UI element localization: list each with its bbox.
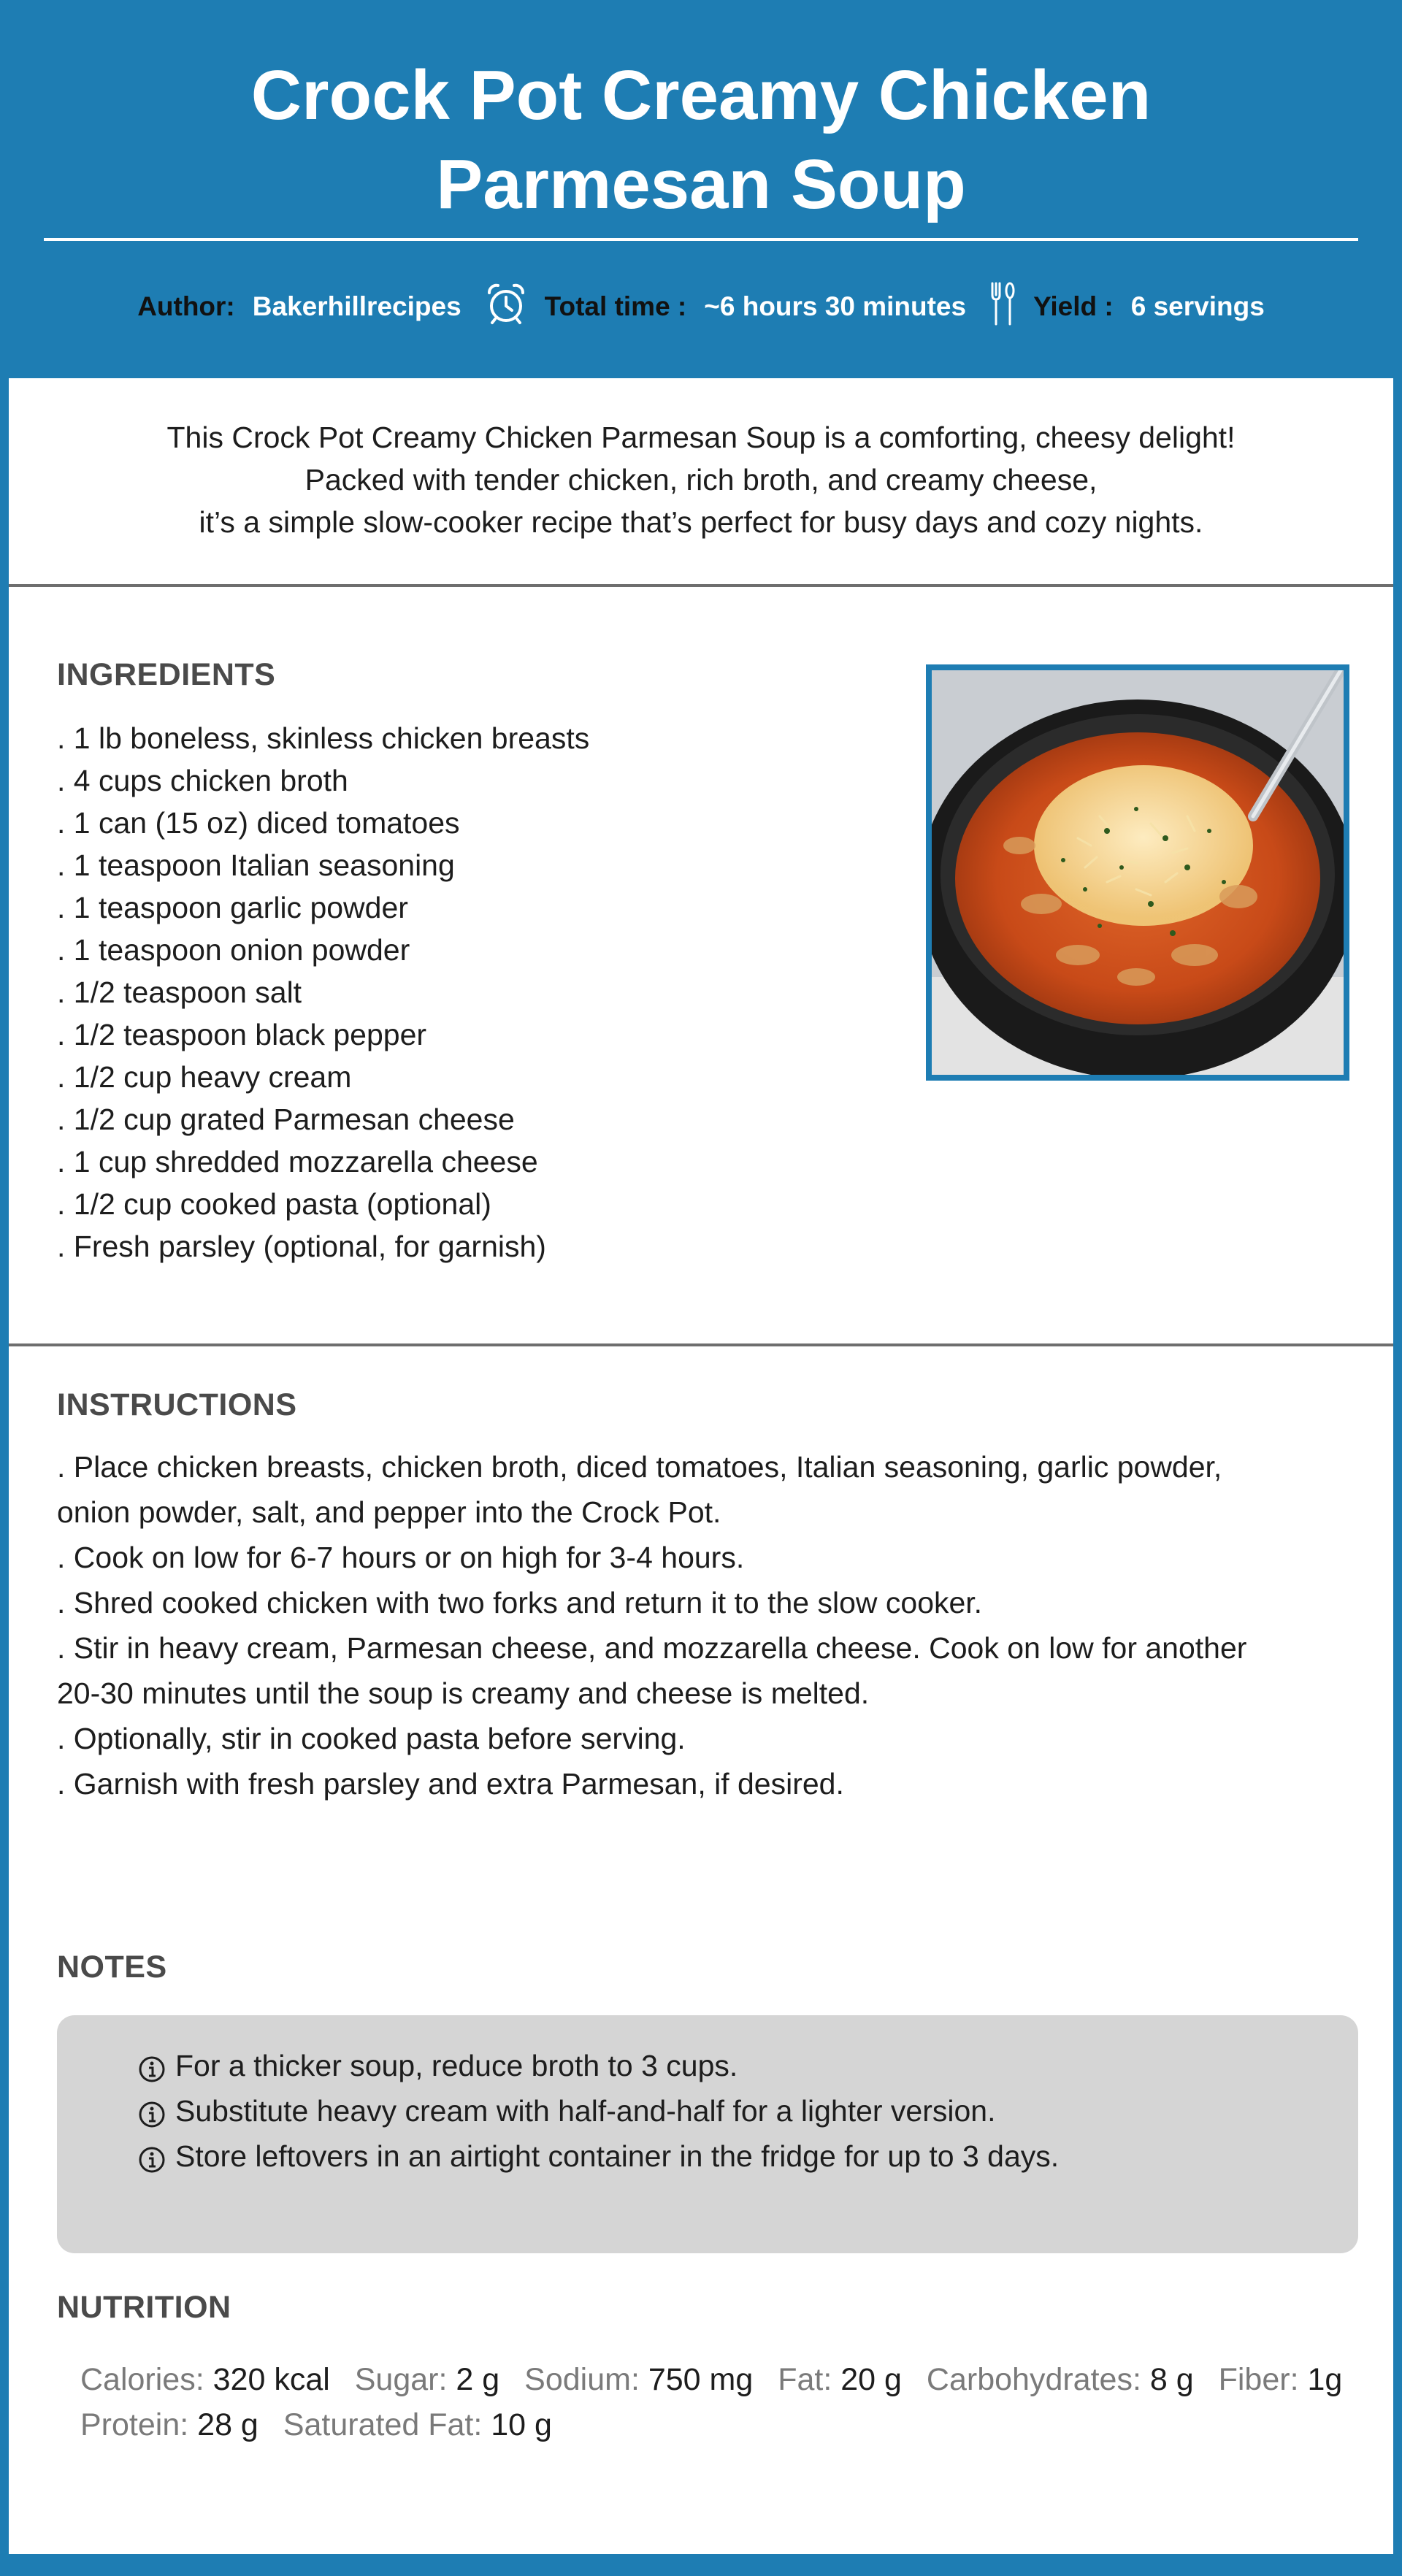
nutrition-facts — [80, 2357, 1380, 2447]
title-divider — [44, 238, 1358, 241]
instructions-list — [57, 1444, 1298, 1806]
nutrition-item — [524, 2362, 753, 2397]
section-divider — [9, 584, 1393, 587]
note-text: Substitute heavy cream with half-and-half for a lighter version. — [175, 2094, 996, 2128]
instruction-step: . Cook on low for 6-7 hours or on high for 3-4 hours. — [57, 1541, 745, 1574]
nutrition-label: Carbohydrates: — [926, 2362, 1141, 2397]
ingredient-item: . 1 teaspoon onion powder — [57, 933, 410, 967]
nutrition-value: 320 kcal — [212, 2362, 330, 2397]
instructions-heading: INSTRUCTIONS — [57, 1387, 297, 1422]
nutrition-item — [80, 2362, 330, 2397]
author-label: Author: — [137, 291, 235, 321]
nutrition-label: Protein: — [80, 2407, 189, 2442]
ingredient-item: . 1 lb boneless, skinless chicken breasts — [57, 721, 590, 755]
nutrition-label: Fat: — [778, 2362, 832, 2397]
nutrition-heading: NUTRITION — [57, 2290, 231, 2325]
ingredient-item: . 1 cup shredded mozzarella cheese — [57, 1145, 538, 1178]
nutrition-value: 1g — [1307, 2362, 1343, 2397]
ingredients-list — [57, 717, 589, 1268]
info-icon — [137, 2142, 166, 2171]
ingredients-heading: INGREDIENTS — [57, 657, 276, 692]
instruction-step: . Optionally, stir in cooked pasta before serving. — [57, 1722, 686, 1755]
instruction-step: . Stir in heavy cream, Parmesan cheese, and mozzarella cheese. Cook on low for another 20-30 minutes until the soup is creamy and cheese is melted. — [57, 1631, 1247, 1710]
note-text: For a thicker soup, reduce broth to 3 cups. — [175, 2049, 738, 2082]
notes-list — [137, 2043, 1059, 2179]
nutrition-value: 750 mg — [648, 2362, 754, 2397]
recipe-intro — [9, 416, 1393, 543]
note-item — [137, 2134, 1059, 2179]
nutrition-label: Calories: — [80, 2362, 204, 2397]
author-name: Bakerhillrecipes — [252, 291, 461, 321]
ingredient-item: . 1 teaspoon Italian seasoning — [57, 848, 455, 882]
yield-value: 6 servings — [1130, 291, 1265, 321]
ingredient-item: . 4 cups chicken broth — [57, 764, 348, 797]
recipe-card — [9, 378, 1393, 2554]
nutrition-label: Saturated Fat: — [283, 2407, 483, 2442]
ingredient-item: . 1/2 teaspoon black pepper — [57, 1018, 427, 1051]
fork-spoon-icon — [989, 282, 1016, 332]
intro-line: Packed with tender chicken, rich broth, and creamy cheese, — [304, 463, 1098, 497]
ingredient-item: . 1 can (15 oz) diced tomatoes — [57, 806, 460, 840]
ingredient-item: . 1/2 teaspoon salt — [57, 975, 302, 1009]
info-icon — [137, 2051, 166, 2080]
nutrition-value: 8 g — [1149, 2362, 1194, 2397]
note-item — [137, 2043, 1059, 2088]
intro-line: This Crock Pot Creamy Chicken Parmesan Soup is a comforting, cheesy delight! — [166, 421, 1236, 454]
recipe-title — [0, 51, 1402, 229]
recipe-meta — [0, 277, 1402, 336]
instruction-step: . Place chicken breasts, chicken broth, diced tomatoes, Italian seasoning, garlic powder, onion powder, salt, and pepper into the Crock Pot. — [57, 1450, 1222, 1529]
intro-line: it’s a simple slow-cooker recipe that’s perfect for busy days and cozy nights. — [199, 505, 1203, 539]
title-line-1: Crock Pot Creamy Chicken — [250, 56, 1152, 134]
nutrition-item — [1219, 2362, 1343, 2397]
yield-label: Yield : — [1033, 291, 1114, 321]
total-time-label: Total time : — [544, 291, 687, 321]
nutrition-item — [283, 2407, 552, 2442]
ingredient-item: . 1/2 cup cooked pasta (optional) — [57, 1187, 491, 1221]
notes-heading: NOTES — [57, 1950, 167, 1985]
title-line-2: Parmesan Soup — [436, 145, 966, 223]
notes-box — [57, 2015, 1358, 2253]
nutrition-item — [80, 2407, 258, 2442]
ingredient-item: . 1 teaspoon garlic powder — [57, 891, 408, 924]
nutrition-item — [355, 2362, 499, 2397]
nutrition-value: 2 g — [456, 2362, 500, 2397]
alarm-clock-icon — [485, 283, 527, 331]
nutrition-value: 10 g — [491, 2407, 552, 2442]
recipe-header — [0, 0, 1402, 378]
nutrition-value: 28 g — [197, 2407, 258, 2442]
instruction-step: . Garnish with fresh parsley and extra Parmesan, if desired. — [57, 1767, 844, 1801]
nutrition-value: 20 g — [840, 2362, 902, 2397]
nutrition-label: Sodium: — [524, 2362, 640, 2397]
nutrition-item — [927, 2362, 1194, 2397]
ingredient-item: . 1/2 cup heavy cream — [57, 1060, 352, 1094]
nutrition-label: Fiber: — [1218, 2362, 1299, 2397]
instruction-step: . Shred cooked chicken with two forks and return it to the slow cooker. — [57, 1586, 983, 1619]
section-divider — [9, 1343, 1393, 1346]
note-text: Store leftovers in an airtight container in the fridge for up to 3 days. — [175, 2139, 1060, 2173]
total-time-value: ~6 hours 30 minutes — [704, 291, 967, 321]
nutrition-label: Sugar: — [354, 2362, 448, 2397]
info-icon — [137, 2096, 166, 2125]
ingredient-item: . Fresh parsley (optional, for garnish) — [57, 1230, 546, 1263]
nutrition-item — [778, 2362, 902, 2397]
recipe-photo — [926, 664, 1349, 1081]
ingredient-item: . 1/2 cup grated Parmesan cheese — [57, 1103, 515, 1136]
note-item — [137, 2088, 1059, 2134]
